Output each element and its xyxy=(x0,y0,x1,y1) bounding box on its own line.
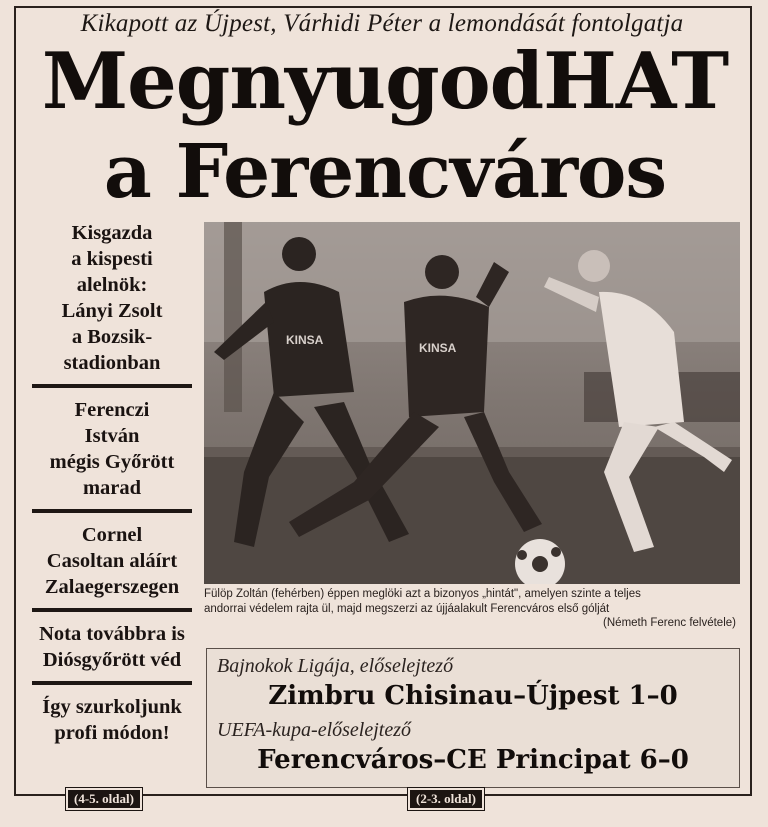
teaser-line: a Bozsik- xyxy=(71,326,153,348)
teaser-line: Zalaegerszegen xyxy=(44,576,180,598)
caption-line: Fülöp Zoltán (fehérben) éppen meglöki azt a bizonyos „hintát", amelyen szinte a teljes xyxy=(204,588,641,600)
photo-illustration xyxy=(204,222,740,584)
divider-rule xyxy=(32,509,192,513)
divider-rule xyxy=(32,681,192,685)
teaser-line: Lányi Zsolt xyxy=(61,300,163,322)
teaser-line: mégis Győrött xyxy=(49,451,175,473)
teaser-line: Diósgyőrött véd xyxy=(42,649,182,671)
result-ferencvaros-principat[interactable]: Ferencváros–CE Principat 6–0 xyxy=(257,745,689,775)
teaser-line: stadionban xyxy=(63,352,161,374)
photo-credit: (Németh Ferenc felvétele) xyxy=(603,617,736,629)
headline-line-2: a Ferencváros xyxy=(103,129,667,215)
divider-rule xyxy=(32,608,192,612)
teaser-line: Kisgazda xyxy=(71,222,153,244)
teaser-line: Így szurkoljunk xyxy=(42,696,182,718)
headline-line-1: MegnyugodHAT xyxy=(41,36,729,127)
teaser-casoltan[interactable] xyxy=(26,522,198,600)
match-photo xyxy=(204,222,740,584)
teaser-line: Cornel xyxy=(81,524,143,546)
teaser-ferenczi[interactable] xyxy=(26,397,198,501)
teaser-szurkoljunk[interactable] xyxy=(26,694,198,746)
jersey-sponsor-text-2: KINSA xyxy=(419,341,457,355)
teaser-line: István xyxy=(84,425,140,447)
caption-line: andorrai védelem rajta ül, majd megszerzi az újjáalakult Ferencváros első gólját xyxy=(204,602,610,615)
teaser-nota[interactable] xyxy=(26,621,198,673)
teaser-line: profi módon! xyxy=(54,722,170,744)
teaser-line: alelnök: xyxy=(76,274,148,296)
divider-rule xyxy=(32,384,192,388)
competition-label-cl: Bajnokok Ligája, előselejtező xyxy=(217,655,454,677)
page-ref-left[interactable]: (4-5. oldal) xyxy=(66,788,142,810)
results-box xyxy=(206,648,740,788)
teaser-line: Ferenczi xyxy=(74,399,150,421)
teaser-kisgazda[interactable] xyxy=(26,220,198,376)
teaser-line: Casoltan aláírt xyxy=(46,550,178,572)
sidebar-teasers xyxy=(26,220,198,746)
kicker-line: Kikapott az Újpest, Várhidi Péter a lemondását fontolgatja xyxy=(80,10,684,37)
page-ref-right[interactable]: (2-3. oldal) xyxy=(408,788,484,810)
jersey-sponsor-text-1: KINSA xyxy=(286,333,324,347)
photo-caption xyxy=(204,587,740,631)
teaser-line: a kispesti xyxy=(71,248,153,270)
teaser-line: marad xyxy=(82,477,142,499)
teaser-line: Nota továbbra is xyxy=(39,623,185,645)
competition-label-uefa: UEFA-kupa-előselejtező xyxy=(217,719,412,741)
result-zimbru-ujpest[interactable]: Zimbru Chisinau–Újpest 1–0 xyxy=(268,681,678,711)
